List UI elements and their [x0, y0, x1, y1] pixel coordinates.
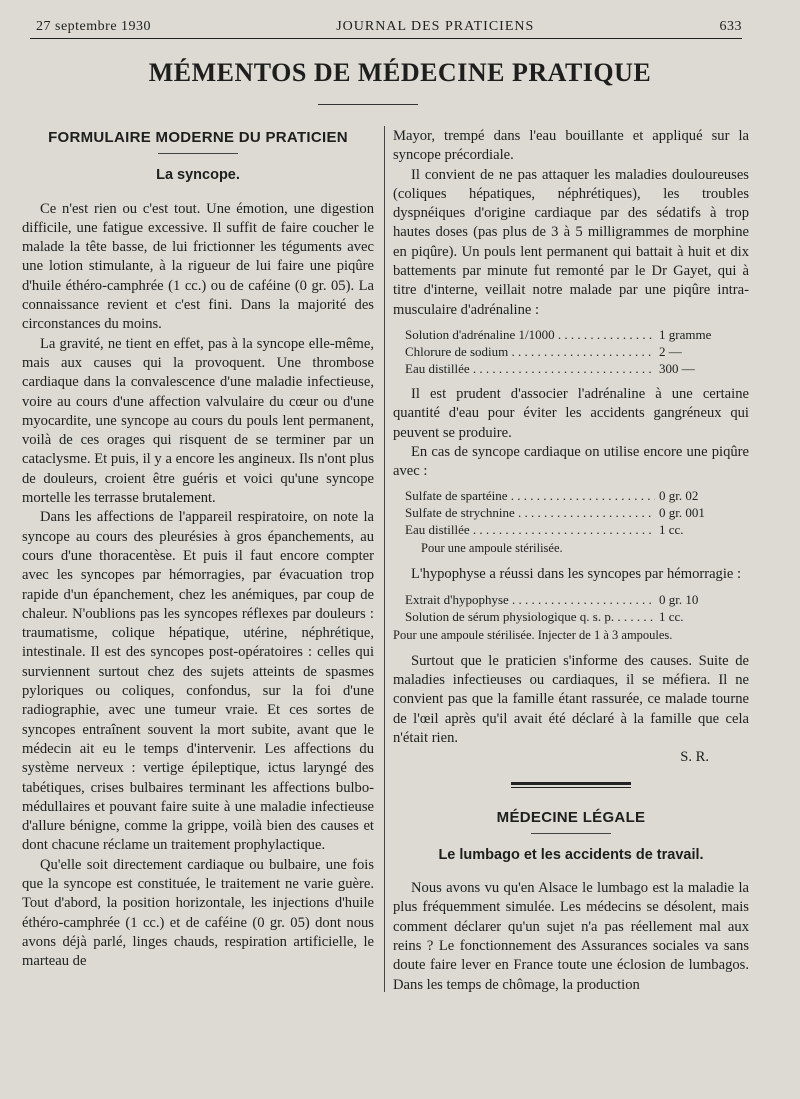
paragraph: Dans les affections de l'appareil respiratoire, on note la syncope au cours des pleurésies à gros épanchements, au cours d'une thoracentèse. Et puis il faut encore compter avec les syncopes par hémorragies, par évacuation trop rapide d'un épanchement, chez les anémiques, par coup de chaleur. N'oublions pas les syncopes réflexes par douleurs : traumatisme, colique hépatique, utérine, néphrétique, intestinale. Il est des syncopes post-opératoires : celles qui surviennent surtout chez des sujets atteints de spasmes pyloriques ou coliques, confondus, sur la foi d'une radiographie, avec une tumeur vraie. Et ces sortes de syncopes entraînent souvent la mort subite, avant que le médecin ait eu le temps d'intervenir. Les affections du système nerveux : vertige épileptique, ictus laryngé des tabétiques, crises bulbaires terminant les affections bulbo-médullaires et pouvant faire suite à une maladie infectieuse d'allure bénigne, comme la grippe, voilà bien des causes et dont chacune réclame un traitement prophylactique.: [22, 509, 374, 854]
paragraph: Il est prudent d'associer l'adrénaline à une certaine quantité d'eau pour éviter les accidents gangréneux qui peuvent se produire.: [393, 385, 749, 441]
prescription-note: Pour une ampoule stérilisée.: [421, 541, 563, 556]
paragraph: Mayor, trempé dans l'eau bouillante et appliqué sur la syncope précordiale.: [393, 128, 749, 164]
article-title: La syncope.: [156, 167, 240, 184]
page-title: MÉMENTOS DE MÉDECINE PRATIQUE: [148, 58, 652, 87]
prescription-line: Eau distillée . . . 300 —: [405, 360, 749, 377]
header-date: 27 septembre 1930: [36, 19, 152, 34]
section-rule: [531, 833, 611, 834]
column-divider: [384, 126, 385, 992]
prescription-line: Solution de sérum physiologique q. s. p. . . . 1 cc.: [405, 608, 749, 625]
prescription-line: Extrait d'hypophyse . . . 0 gr. 10: [405, 591, 749, 608]
prescription-line: Eau distillée . . . 1 cc.: [405, 521, 749, 538]
prescription-line: Chlorure de sodium . . . 2 —: [405, 343, 749, 360]
section-heading: MÉDECINE LÉGALE: [496, 808, 646, 826]
prescription-line: Sulfate de strychnine . . . 0 gr. 001: [405, 504, 749, 521]
paragraph: En cas de syncope cardiaque on utilise encore une piqûre avec :: [393, 443, 749, 480]
right-column: [393, 127, 749, 995]
header-journal: JOURNAL DES PRATICIENS: [336, 19, 535, 34]
header-rule: [30, 38, 742, 39]
paragraph: La gravité, ne tient en effet, pas à la syncope elle-même, mais aux causes qui la provoquent. Une thrombose cardiaque dans la convalescence d'une maladie infectieuse, voire au cours d'une affection valvulaire du cœur ou d'une myocardite, une syncope au cours du pouls lent permanent, voilà de ces orages qui risquent de se terminer par un cataclysme. Et puis, il y a encore les angineux. Ils n'ont plus de douleurs, croient être guéris et voici qu'une syncope mortelle les terrasse brutalement.: [22, 335, 374, 507]
paragraph: Ce n'est rien ou c'est tout. Une émotion, une digestion difficile, une fatigue excessive. Il suffit de faire coucher le malade la tête basse, de lui frictionner les téguments avec une lotion stimulante, à la rigueur de lui faire une piqûre d'huile éthéro-camphrée (1 cc.) ou de caféine (0 gr. 05). La connaissance revient et c'est fini. Dans la majorité des circonstances du moins.: [22, 200, 374, 333]
section-separator-thin: [511, 787, 631, 788]
prescription-sparteine: [405, 487, 749, 557]
paragraph: L'hypophyse a réussi dans les syncopes par hémorragie :: [411, 566, 742, 583]
prescription-adrenaline: [405, 326, 749, 377]
running-header: [36, 16, 742, 38]
section-separator: [511, 782, 631, 785]
left-column: [22, 128, 374, 971]
paragraph: Surtout que le praticien s'informe des causes. Suite de maladies infectieuses ou cardiaques, il se méfiera. Il ne convient pas que la famille étant rassurée, ce malade tourne de l'œil après qu'il avait été déclaré à la famille que cela n'était rien.: [393, 652, 749, 746]
paragraph: Qu'elle soit directement cardiaque ou bulbaire, une fois que la syncope est constituée, le traitement ne varie guère. Tout d'abord, la position horizontale, les injections d'huile éthéro-camphrée (1 cc.) et de caféine (0 gr. 05) dont nous avons déjà parlé, linges chauds, respiration artificielle, le marteau de: [22, 856, 374, 970]
header-page-number: 633: [719, 19, 742, 34]
title-rule: [318, 104, 418, 105]
section-heading: FORMULAIRE MODERNE DU PRATICIEN: [48, 129, 348, 146]
prescription-note: Pour une ampoule stérilisée. Injecter de 1 à 3 ampoules.: [393, 627, 673, 642]
paragraph: Nous avons vu qu'en Alsace le lumbago est la maladie la plus fréquemment simulée. Les médecins se désolent, mais comment déclarer qu'un sujet n'a pas réellement mal aux reins ? Le fonctionnement des Assurances sociales va sans doute faire lever en France toute une éclosion de lumbagos. Dans les temps de chômage, la production: [393, 880, 749, 993]
paragraph: Il convient de ne pas attaquer les maladies douloureuses (coliques hépatiques, néphrétiques), les troubles dyspnéiques d'origine cardiaque par des sédatifs à trop hautes doses (pas plus de 3 à 5 milligrammes de morphine en piqûre). Un pouls lent permanent qui battait à huit et dix battements par minute fut remonté par le Dr Gayet, qui à titre d'interne, veillait notre malade par une piqûre intra-musculaire d'adrénaline :: [393, 166, 749, 318]
author-signature: S. R.: [680, 749, 709, 766]
prescription-hypophyse: [393, 591, 749, 644]
article-title: Le lumbago et les accidents de travail.: [438, 846, 704, 863]
prescription-line: Solution d'adrénaline 1/1000 . . . 1 gramme: [405, 326, 749, 343]
section-rule: [158, 153, 238, 154]
prescription-line: Sulfate de spartéine . . . 0 gr. 02: [405, 487, 749, 504]
